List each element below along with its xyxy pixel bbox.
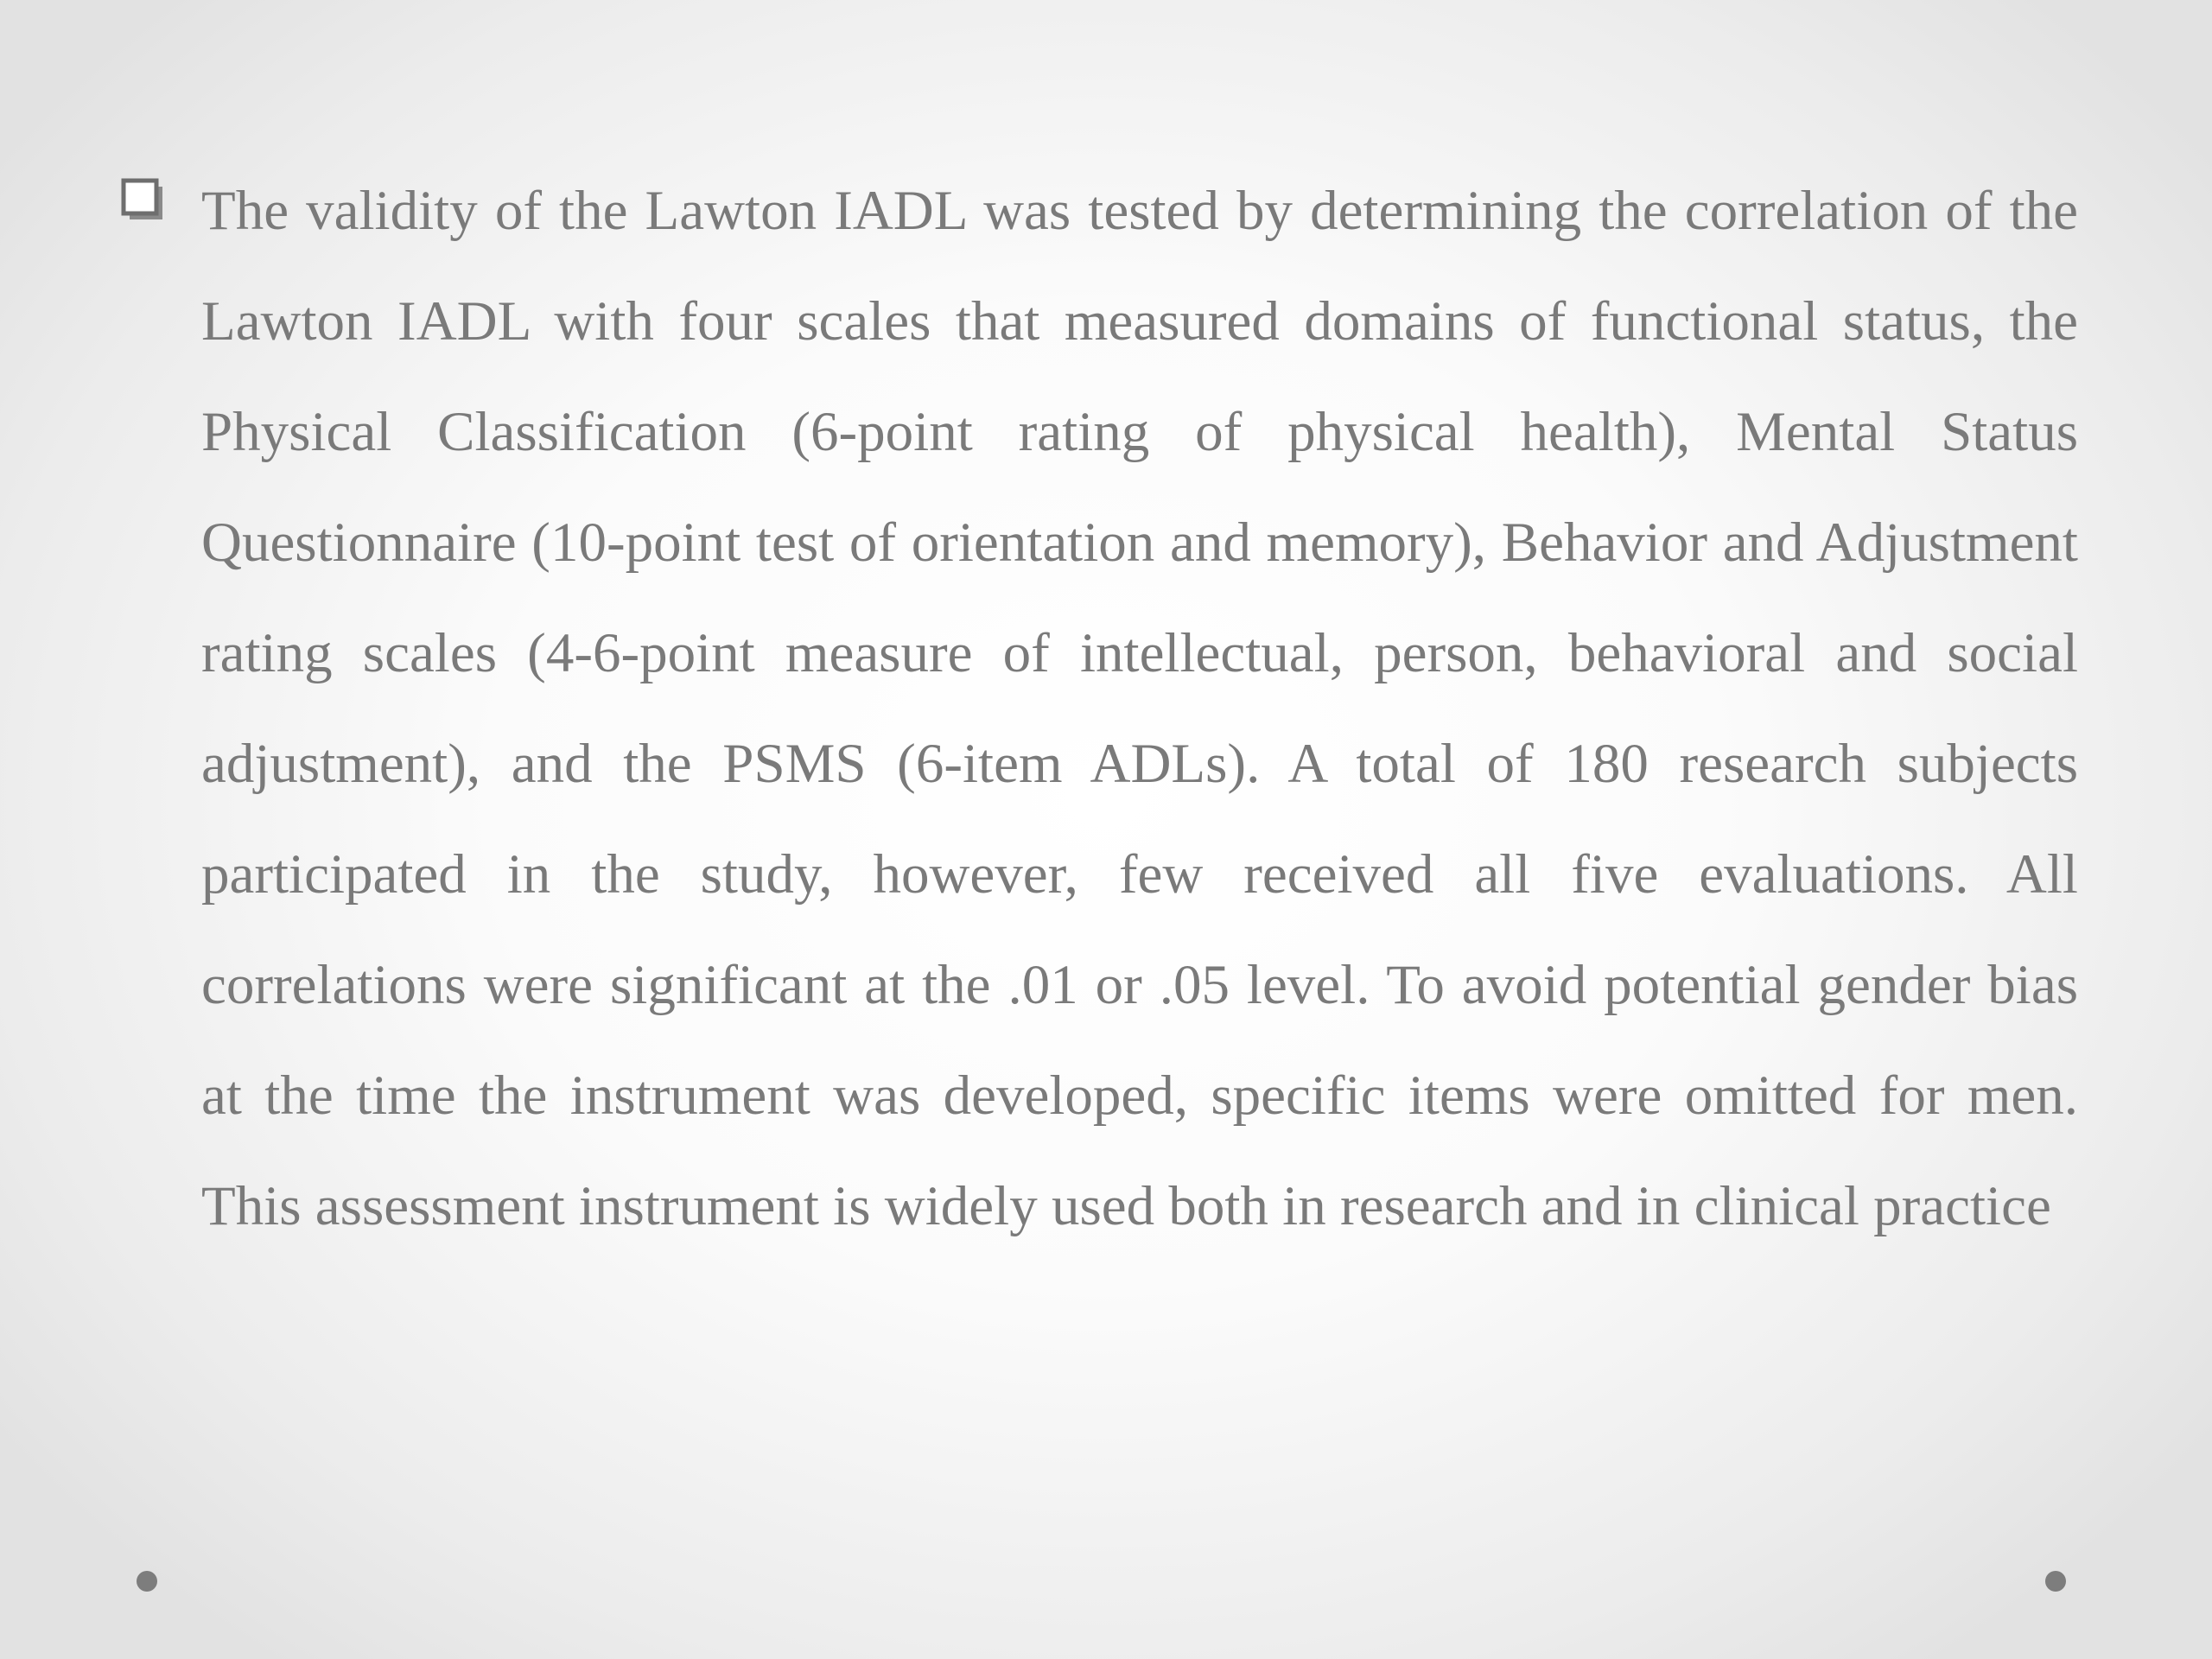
bottom-right-dot xyxy=(2045,1571,2066,1592)
bottom-left-dot xyxy=(137,1571,157,1592)
hollow-square-bullet-icon xyxy=(121,178,166,223)
bullet-text: The validity of the Lawton IADL was tested by determining the correlation of the Lawton IADL with four scales that measured domains of functional status, the Physical Classification (6-point rating of physical health), Mental Status Questionnaire (10-point test of orientation and memory), Behavior and Adjustment rating scales (4-6-point measure of intellectual, person, behavioral and social adjustment), and the PSMS (6-item ADLs). A total of 180 research subjects participated in the study, however, few received all five evaluations. All correlations were significant at the .01 or .05 level. To avoid potential gender bias at the time the instrument was developed, specific items were omitted for men. This assessment instrument is widely used both in research and in clinical practice xyxy=(201,180,2078,1237)
bullet-item xyxy=(121,156,2078,1262)
